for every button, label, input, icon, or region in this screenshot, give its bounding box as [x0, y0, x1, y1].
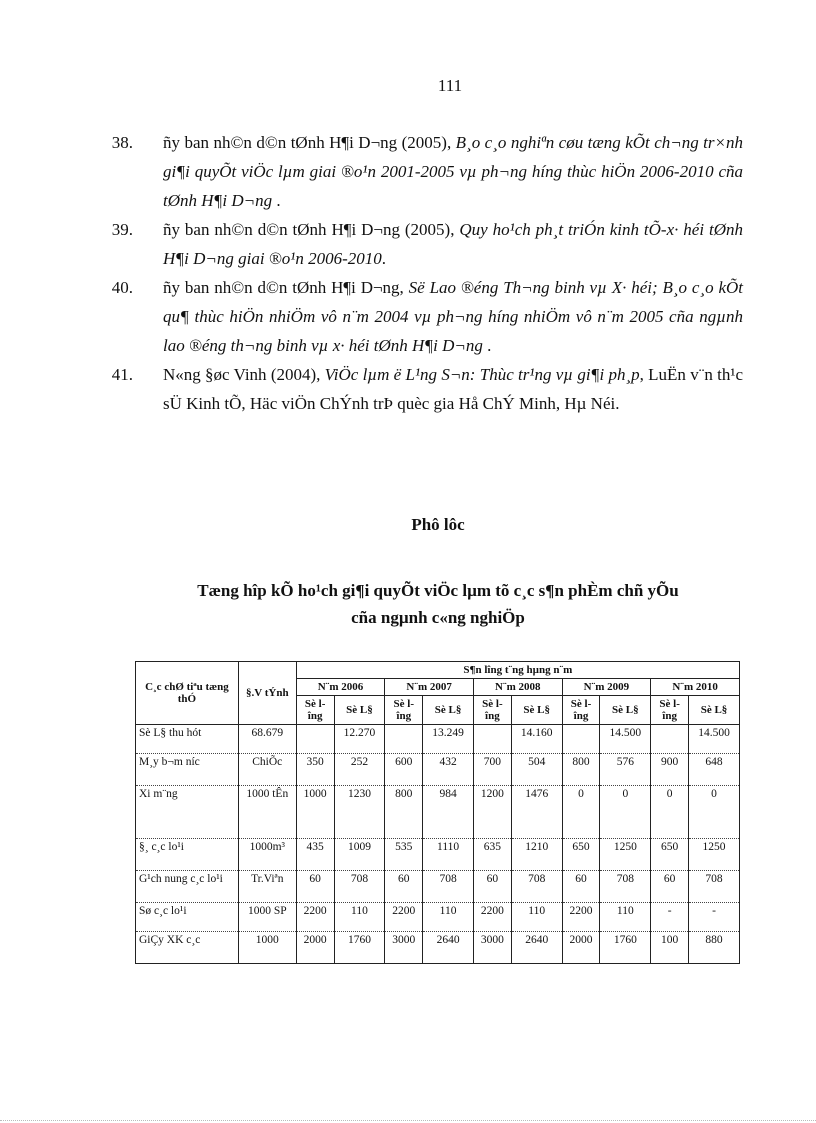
row-unit: 68.679 — [238, 725, 296, 754]
appendix-title: Phô lôc — [411, 515, 465, 534]
reference-item — [89, 128, 743, 215]
row-value — [385, 725, 423, 754]
reference-authors: N«ng §øc Vinh (2004), — [163, 365, 325, 384]
reference-title: B¸o c¸o nghiªn cøu tæng kÕt ch¬ng tr×nh gi¶i quyÕt viÖc lµm giai ®o¹n 2001-2005 vµ ph¬ng híng thùc hiÖn 2006-2010 cña tØnh H¶i D¬ng — [163, 133, 743, 210]
header-labor: Sè L§ — [423, 696, 474, 725]
row-indicator: Sø c¸c lo¹i — [136, 903, 239, 932]
row-value — [473, 725, 511, 754]
row-value: 435 — [296, 839, 334, 871]
row-unit: 1000m³ — [238, 839, 296, 871]
header-unit: §.V tÝnh — [238, 662, 296, 725]
row-value: 648 — [689, 754, 740, 786]
row-value: 984 — [423, 786, 474, 839]
row-value: 0 — [689, 786, 740, 839]
row-value: 110 — [511, 903, 562, 932]
row-value: 0 — [562, 786, 600, 839]
row-value: 708 — [423, 871, 474, 903]
row-unit: 1000 SP — [238, 903, 296, 932]
header-quantity: Sè lîng — [296, 696, 334, 725]
row-indicator: §¸ c¸c lo¹i — [136, 839, 239, 871]
reference-title: Quy ho¹ch ph¸t triÓn kinh tÕ-x· héi tØnh H¶i D¬ng giai ®o¹n 2006-2010 — [163, 220, 743, 268]
row-value — [651, 725, 689, 754]
reference-number: 40. — [111, 278, 133, 297]
row-value: 650 — [651, 839, 689, 871]
row-value: 504 — [511, 754, 562, 786]
row-value: 900 — [651, 754, 689, 786]
header-group: S¶n lîng t¨ng hµng n¨m — [296, 662, 739, 679]
row-value: 1110 — [423, 839, 474, 871]
header-quantity: Sè lîng — [651, 696, 689, 725]
row-value: 110 — [600, 903, 651, 932]
row-value: 1210 — [511, 839, 562, 871]
page-number: 111 — [437, 76, 463, 95]
table-title-line-2: cña ngµnh c«ng nghiÖp — [351, 608, 525, 627]
row-indicator: Xi m¨ng — [136, 786, 239, 839]
row-value: 100 — [651, 932, 689, 964]
table-row — [136, 786, 740, 839]
row-value: 60 — [473, 871, 511, 903]
row-value: 14.160 — [511, 725, 562, 754]
row-value: 2200 — [473, 903, 511, 932]
row-unit: 1000 — [238, 932, 296, 964]
row-value: 2640 — [423, 932, 474, 964]
reference-title: Së Lao ®éng Th¬ng binh vµ X· héi; B¸o c¸o kÕt qu¶ thùc hiÖn nhiÖm vô n¨m 2004 vµ ph¬ng híng nhiÖm vô n¨m 2005 cña ngµnh lao ®éng th¬ng binh vµ x· héi tØnh H¶i D¬ng — [163, 278, 744, 355]
header-indicator: C¸c chØ tiªu tæng thÓ — [136, 662, 239, 725]
row-value: 1250 — [689, 839, 740, 871]
reference-title: ViÖc lµm ë L¹ng S¬n: Thùc tr¹ng vµ gi¶i ph¸p — [324, 365, 640, 384]
table-title — [0, 577, 816, 631]
row-value: 2200 — [562, 903, 600, 932]
row-value: 576 — [600, 754, 651, 786]
row-value: 600 — [385, 754, 423, 786]
header-labor: Sè L§ — [334, 696, 385, 725]
row-indicator: Sè L§ thu hót — [136, 725, 239, 754]
row-value: 432 — [423, 754, 474, 786]
reference-suffix: , LuËn v¨n th¹c sÜ Kinh tÕ, Häc viÖn ChÝnh trÞ quèc gia Hå ChÝ Minh, Hµ Néi. — [163, 365, 743, 413]
row-value: 0 — [600, 786, 651, 839]
row-value: 110 — [423, 903, 474, 932]
row-value: 2000 — [562, 932, 600, 964]
row-value — [562, 725, 600, 754]
row-value: 60 — [651, 871, 689, 903]
reference-item — [89, 273, 743, 360]
row-value: - — [689, 903, 740, 932]
row-value: 60 — [296, 871, 334, 903]
row-value: 800 — [562, 754, 600, 786]
row-value: 1760 — [334, 932, 385, 964]
row-value: 708 — [600, 871, 651, 903]
table-row — [136, 754, 740, 786]
row-value: 880 — [689, 932, 740, 964]
row-value: 635 — [473, 839, 511, 871]
row-value: 1476 — [511, 786, 562, 839]
reference-list — [111, 128, 744, 418]
row-indicator: M¸y b¬m níc — [136, 754, 239, 786]
row-value: 708 — [689, 871, 740, 903]
page-bottom-rule — [0, 1120, 816, 1121]
row-value: 2200 — [296, 903, 334, 932]
row-unit: 1000 tÊn — [238, 786, 296, 839]
table-row — [136, 871, 740, 903]
reference-authors: ñy ban nh©n d©n tØnh H¶i D¬ng (2005), — [163, 133, 456, 152]
row-value: 1230 — [334, 786, 385, 839]
table-row — [136, 932, 740, 964]
reference-suffix: . — [381, 249, 387, 268]
reference-authors: ñy ban nh©n d©n tØnh H¶i D¬ng (2005), — [163, 220, 460, 239]
row-value: 650 — [562, 839, 600, 871]
row-value: 700 — [473, 754, 511, 786]
header-year: N¨m 2008 — [473, 679, 562, 696]
row-indicator: GiÇy XK c¸c — [136, 932, 239, 964]
reference-item — [89, 215, 743, 273]
header-labor: Sè L§ — [689, 696, 740, 725]
table-title-line-1: Tæng hîp kÕ ho¹ch gi¶i quyÕt viÖc lµm tõ c¸c s¶n phÈm chñ yÕu — [197, 581, 679, 600]
row-value — [296, 725, 334, 754]
reference-number: 41. — [111, 365, 133, 384]
table-row — [136, 725, 740, 754]
row-value: 708 — [334, 871, 385, 903]
row-value: 1250 — [600, 839, 651, 871]
row-value: 14.500 — [689, 725, 740, 754]
row-value: 60 — [562, 871, 600, 903]
row-unit: Tr.Viªn — [238, 871, 296, 903]
row-indicator: G¹ch nung c¸c lo¹i — [136, 871, 239, 903]
row-value: 252 — [334, 754, 385, 786]
row-value: 800 — [385, 786, 423, 839]
row-unit: ChiÕc — [238, 754, 296, 786]
row-value: 2000 — [296, 932, 334, 964]
row-value: 2200 — [385, 903, 423, 932]
row-value: 1000 — [296, 786, 334, 839]
row-value: 708 — [511, 871, 562, 903]
row-value: 1009 — [334, 839, 385, 871]
row-value: 12.270 — [334, 725, 385, 754]
reference-item — [89, 360, 743, 418]
reference-authors: ñy ban nh©n d©n tØnh H¶i D¬ng, — [163, 278, 409, 297]
row-value: 535 — [385, 839, 423, 871]
row-value: 14.500 — [600, 725, 651, 754]
employment-plan-table — [135, 661, 740, 964]
row-value: 3000 — [473, 932, 511, 964]
header-year: N¨m 2006 — [296, 679, 385, 696]
header-year: N¨m 2007 — [385, 679, 474, 696]
reference-suffix: . — [487, 336, 492, 355]
table-row — [136, 839, 740, 871]
table-body — [136, 725, 740, 964]
row-value: 3000 — [385, 932, 423, 964]
reference-number: 39. — [111, 220, 133, 239]
row-value: - — [651, 903, 689, 932]
reference-suffix: . — [276, 191, 281, 210]
reference-number: 38. — [111, 133, 133, 152]
row-value: 60 — [385, 871, 423, 903]
row-value: 350 — [296, 754, 334, 786]
row-value: 2640 — [511, 932, 562, 964]
row-value: 1760 — [600, 932, 651, 964]
header-year: N¨m 2010 — [651, 679, 740, 696]
row-value: 13.249 — [423, 725, 474, 754]
header-quantity: Sè lîng — [473, 696, 511, 725]
row-value: 110 — [334, 903, 385, 932]
header-year: N¨m 2009 — [562, 679, 651, 696]
header-labor: Sè L§ — [511, 696, 562, 725]
row-value: 0 — [651, 786, 689, 839]
table-row — [136, 903, 740, 932]
header-quantity: Sè lîng — [562, 696, 600, 725]
row-value: 1200 — [473, 786, 511, 839]
header-quantity: Sè lîng — [385, 696, 423, 725]
header-labor: Sè L§ — [600, 696, 651, 725]
